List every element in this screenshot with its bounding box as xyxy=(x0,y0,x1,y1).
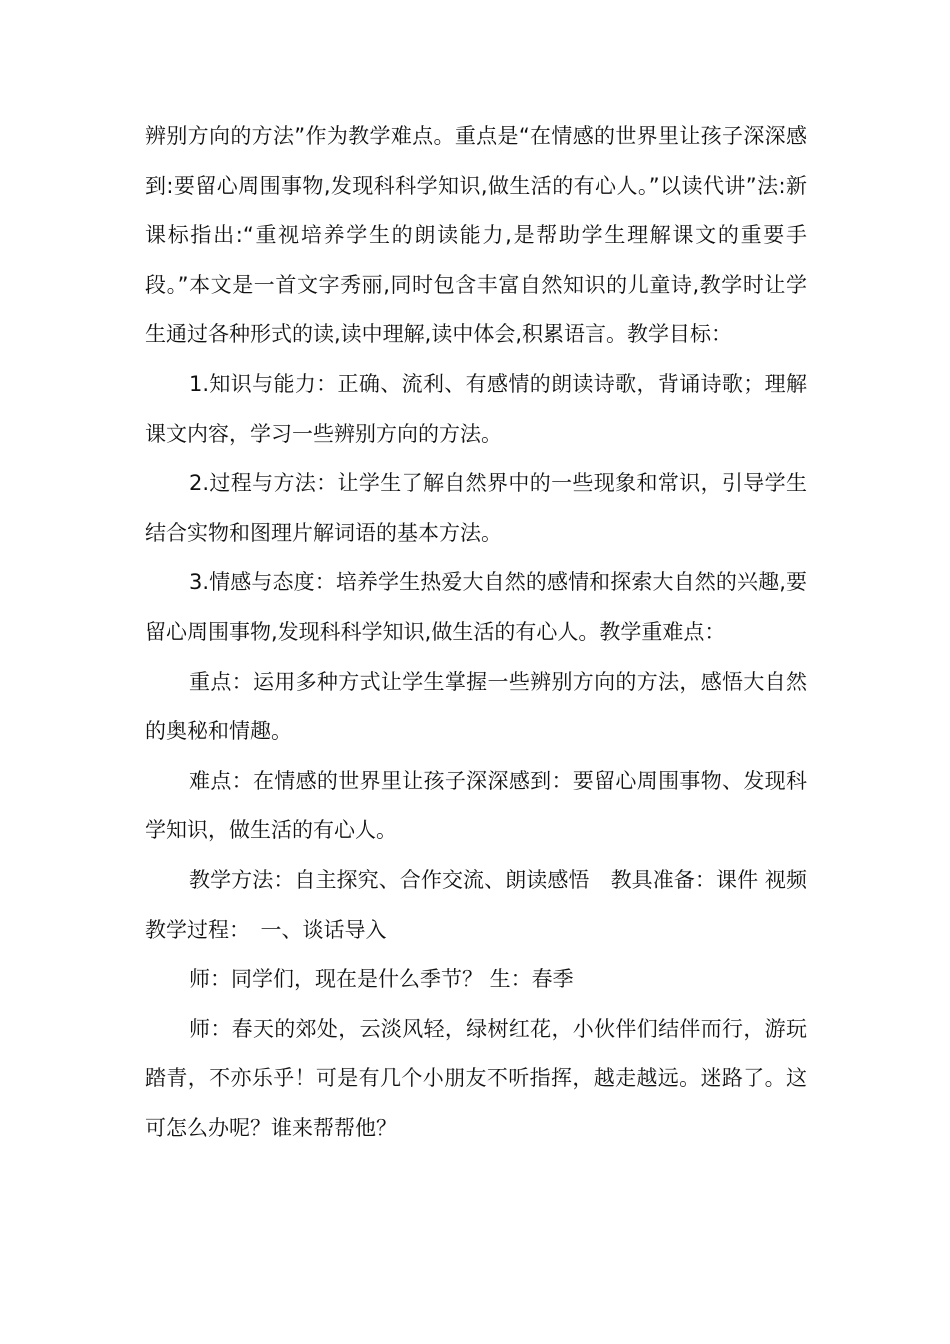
paragraph-8: 师：同学们，现在是什么季节？ 生：春季 xyxy=(189,967,574,992)
document-body xyxy=(145,112,807,1153)
paragraph-5: 重点：运用多种方式让学生掌握一些辨别方向的方法，感悟大自然的奥秘和情趣。 xyxy=(145,669,807,744)
paragraph-4: 3.情感与态度：培养学生热爱大自然的感情和探索大自然的兴趣,要留心周围事物,发现科科学知识,做生活的有心人。教学重难点： xyxy=(145,570,807,644)
paragraph-2: 1.知识与能力：正确、流利、有感情的朗读诗歌，背诵诗歌；理解课文内容，学习一些辨别方向的方法。 xyxy=(145,371,807,446)
paragraph-6: 难点：在情感的世界里让孩子深深感到：要留心周围事物、发现科学知识，做生活的有心人。 xyxy=(145,768,807,843)
paragraph-1: 辨别方向的方法”作为教学难点。重点是“在情感的世界里让孩子深深感到:要留心周围事物,发现科科学知识,做生活的有心人。”以读代讲”法:新课标指出:“重视培养学生的朗读能力,是帮助学生理解课文的重要手段。”本文是一首文字秀丽,同时包含丰富自然知识的儿童诗,教学时让学生通过各种形式的读,读中理解,读中体会,积累语言。教学目标： xyxy=(145,124,807,347)
paragraph-3: 2.过程与方法：让学生了解自然界中的一些现象和常识，引导学生结合实物和图理片解词语的基本方法。 xyxy=(145,471,807,545)
paragraph-9: 师：春天的郊处，云淡风轻，绿树红花，小伙伴们结伴而行，游玩踏青，不亦乐乎！可是有几个小朋友不听指挥，越走越远。迷路了。这可怎么办呢？谁来帮帮他？ xyxy=(145,1016,807,1140)
paragraph-7: 教学方法：自主探究、合作交流、朗读感悟 教具准备：课件 视频 教学过程： 一、谈话导入 xyxy=(145,867,807,942)
